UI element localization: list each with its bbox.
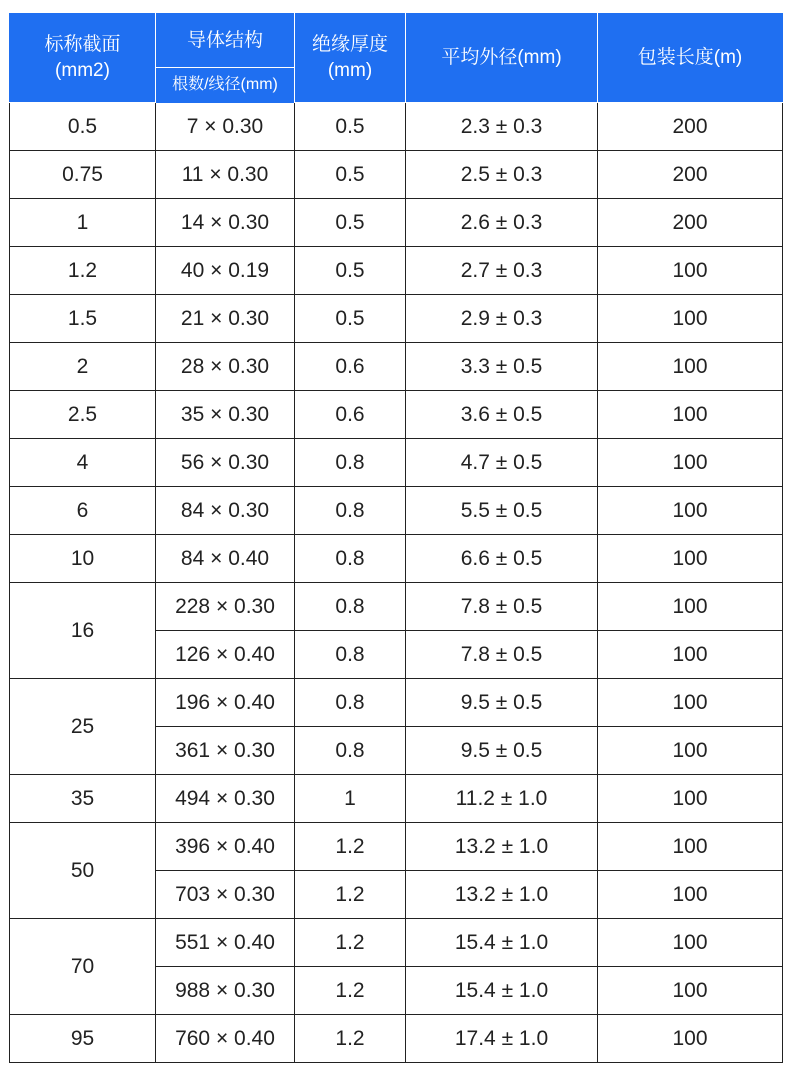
table-row bbox=[10, 391, 783, 439]
cell-diameter: 6.6 ± 0.5 bbox=[406, 535, 598, 583]
cell-length: 100 bbox=[598, 295, 783, 343]
header-average-outer-diameter: 平均外径(mm) bbox=[406, 14, 598, 103]
cell-length: 100 bbox=[598, 967, 783, 1015]
cell-conductor: 988 × 0.30 bbox=[156, 967, 295, 1015]
cell-diameter: 3.6 ± 0.5 bbox=[406, 391, 598, 439]
cell-length: 100 bbox=[598, 631, 783, 679]
cell-conductor: 760 × 0.40 bbox=[156, 1015, 295, 1063]
cell-conductor: 84 × 0.40 bbox=[156, 535, 295, 583]
cell-insulation: 1.2 bbox=[295, 871, 406, 919]
cell-conductor: 494 × 0.30 bbox=[156, 775, 295, 823]
cell-nominal-area: 25 bbox=[10, 679, 156, 775]
cable-spec-table bbox=[9, 13, 783, 1063]
cell-diameter: 2.6 ± 0.3 bbox=[406, 199, 598, 247]
cell-conductor: 551 × 0.40 bbox=[156, 919, 295, 967]
cell-insulation: 1 bbox=[295, 775, 406, 823]
cell-diameter: 17.4 ± 1.0 bbox=[406, 1015, 598, 1063]
cell-conductor: 28 × 0.30 bbox=[156, 343, 295, 391]
table-row bbox=[10, 1015, 783, 1063]
cell-length: 100 bbox=[598, 919, 783, 967]
cell-insulation: 1.2 bbox=[295, 1015, 406, 1063]
cell-nominal-area: 16 bbox=[10, 583, 156, 679]
cell-conductor: 14 × 0.30 bbox=[156, 199, 295, 247]
cell-diameter: 9.5 ± 0.5 bbox=[406, 727, 598, 775]
cell-diameter: 2.9 ± 0.3 bbox=[406, 295, 598, 343]
cell-nominal-area: 2 bbox=[10, 343, 156, 391]
cell-length: 100 bbox=[598, 487, 783, 535]
cell-insulation: 0.5 bbox=[295, 199, 406, 247]
cell-diameter: 7.8 ± 0.5 bbox=[406, 583, 598, 631]
cell-insulation: 0.8 bbox=[295, 679, 406, 727]
cell-length: 200 bbox=[598, 199, 783, 247]
cell-nominal-area: 1.2 bbox=[10, 247, 156, 295]
cell-nominal-area: 0.75 bbox=[10, 151, 156, 199]
header-row bbox=[10, 14, 783, 68]
cell-conductor: 84 × 0.30 bbox=[156, 487, 295, 535]
cell-nominal-area: 6 bbox=[10, 487, 156, 535]
cell-diameter: 2.7 ± 0.3 bbox=[406, 247, 598, 295]
cell-length: 200 bbox=[598, 151, 783, 199]
table-body bbox=[10, 103, 783, 1063]
header-package-length: 包装长度(m) bbox=[598, 14, 783, 103]
cell-diameter: 2.3 ± 0.3 bbox=[406, 103, 598, 151]
cell-insulation: 0.8 bbox=[295, 631, 406, 679]
table-row bbox=[10, 679, 783, 727]
cell-conductor: 35 × 0.30 bbox=[156, 391, 295, 439]
cell-length: 100 bbox=[598, 775, 783, 823]
cell-insulation: 0.8 bbox=[295, 727, 406, 775]
cell-insulation: 0.8 bbox=[295, 439, 406, 487]
cell-nominal-area: 50 bbox=[10, 823, 156, 919]
cell-length: 100 bbox=[598, 439, 783, 487]
cell-insulation: 1.2 bbox=[295, 823, 406, 871]
table-row bbox=[10, 583, 783, 631]
cell-conductor: 703 × 0.30 bbox=[156, 871, 295, 919]
cell-conductor: 396 × 0.40 bbox=[156, 823, 295, 871]
cell-nominal-area: 95 bbox=[10, 1015, 156, 1063]
cell-length: 100 bbox=[598, 871, 783, 919]
cell-diameter: 4.7 ± 0.5 bbox=[406, 439, 598, 487]
table-row bbox=[10, 823, 783, 871]
cell-diameter: 7.8 ± 0.5 bbox=[406, 631, 598, 679]
cell-length: 100 bbox=[598, 391, 783, 439]
cell-conductor: 56 × 0.30 bbox=[156, 439, 295, 487]
cell-nominal-area: 4 bbox=[10, 439, 156, 487]
cell-insulation: 0.8 bbox=[295, 487, 406, 535]
table-row bbox=[10, 439, 783, 487]
cell-length: 100 bbox=[598, 679, 783, 727]
cell-conductor: 361 × 0.30 bbox=[156, 727, 295, 775]
cell-length: 100 bbox=[598, 823, 783, 871]
cell-length: 100 bbox=[598, 583, 783, 631]
cell-length: 200 bbox=[598, 103, 783, 151]
cell-diameter: 15.4 ± 1.0 bbox=[406, 967, 598, 1015]
cell-length: 100 bbox=[598, 535, 783, 583]
table-row bbox=[10, 295, 783, 343]
header-nominal-area: 标称截面(mm2) bbox=[10, 14, 156, 103]
table-row bbox=[10, 247, 783, 295]
cell-conductor: 11 × 0.30 bbox=[156, 151, 295, 199]
cell-insulation: 1.2 bbox=[295, 967, 406, 1015]
header-insulation-thickness: 绝缘厚度(mm) bbox=[295, 14, 406, 103]
cell-conductor: 40 × 0.19 bbox=[156, 247, 295, 295]
table-row bbox=[10, 199, 783, 247]
cell-diameter: 13.2 ± 1.0 bbox=[406, 871, 598, 919]
cell-length: 100 bbox=[598, 343, 783, 391]
table-row bbox=[10, 343, 783, 391]
header-strand-count-diameter: 根数/线径(mm) bbox=[156, 68, 295, 103]
table-row bbox=[10, 103, 783, 151]
table-row bbox=[10, 535, 783, 583]
cell-insulation: 0.8 bbox=[295, 583, 406, 631]
cell-conductor: 126 × 0.40 bbox=[156, 631, 295, 679]
cell-nominal-area: 0.5 bbox=[10, 103, 156, 151]
cell-diameter: 15.4 ± 1.0 bbox=[406, 919, 598, 967]
cell-insulation: 0.5 bbox=[295, 151, 406, 199]
table-row bbox=[10, 151, 783, 199]
cell-conductor: 7 × 0.30 bbox=[156, 103, 295, 151]
cell-length: 100 bbox=[598, 247, 783, 295]
cell-diameter: 11.2 ± 1.0 bbox=[406, 775, 598, 823]
table-row bbox=[10, 919, 783, 967]
cell-nominal-area: 10 bbox=[10, 535, 156, 583]
table-row bbox=[10, 775, 783, 823]
cell-diameter: 3.3 ± 0.5 bbox=[406, 343, 598, 391]
cell-conductor: 228 × 0.30 bbox=[156, 583, 295, 631]
cell-conductor: 196 × 0.40 bbox=[156, 679, 295, 727]
cell-nominal-area: 1.5 bbox=[10, 295, 156, 343]
cell-nominal-area: 70 bbox=[10, 919, 156, 1015]
cell-conductor: 21 × 0.30 bbox=[156, 295, 295, 343]
table-row bbox=[10, 487, 783, 535]
cell-insulation: 0.5 bbox=[295, 103, 406, 151]
cell-nominal-area: 2.5 bbox=[10, 391, 156, 439]
cell-diameter: 2.5 ± 0.3 bbox=[406, 151, 598, 199]
cell-diameter: 9.5 ± 0.5 bbox=[406, 679, 598, 727]
cell-insulation: 0.5 bbox=[295, 247, 406, 295]
header-conductor-structure: 导体结构 bbox=[156, 14, 295, 68]
cell-diameter: 13.2 ± 1.0 bbox=[406, 823, 598, 871]
cell-insulation: 1.2 bbox=[295, 919, 406, 967]
cell-insulation: 0.8 bbox=[295, 535, 406, 583]
cell-nominal-area: 35 bbox=[10, 775, 156, 823]
cell-length: 100 bbox=[598, 1015, 783, 1063]
cell-length: 100 bbox=[598, 727, 783, 775]
cell-insulation: 0.5 bbox=[295, 295, 406, 343]
cell-diameter: 5.5 ± 0.5 bbox=[406, 487, 598, 535]
cell-nominal-area: 1 bbox=[10, 199, 156, 247]
cell-insulation: 0.6 bbox=[295, 391, 406, 439]
cell-insulation: 0.6 bbox=[295, 343, 406, 391]
